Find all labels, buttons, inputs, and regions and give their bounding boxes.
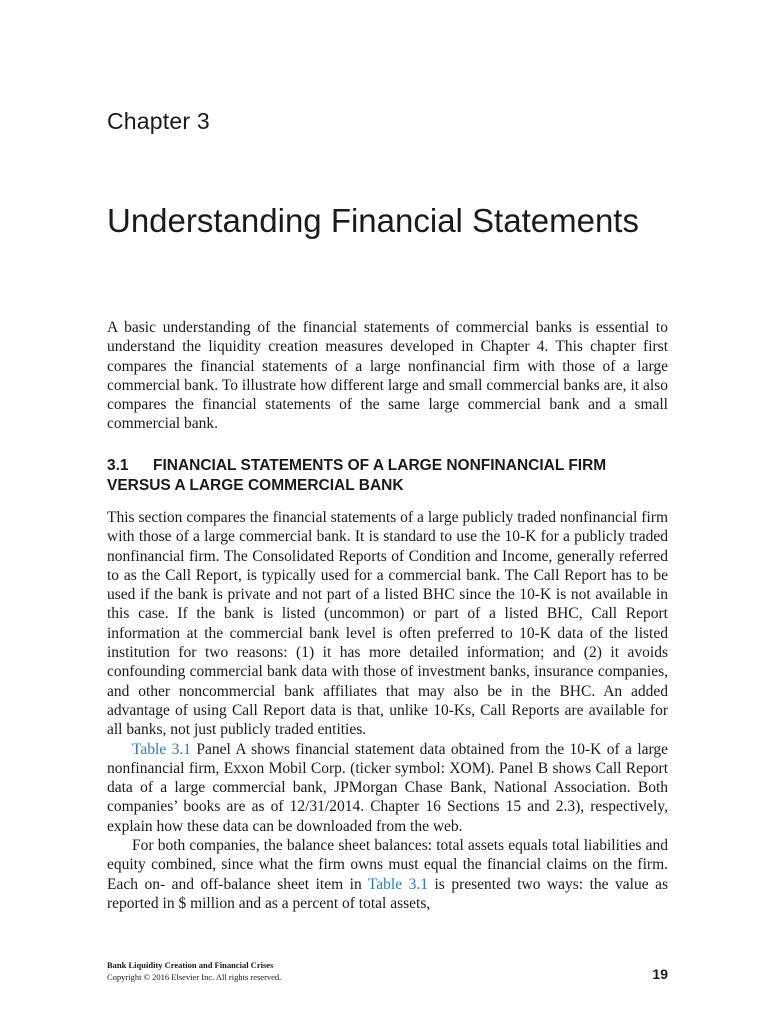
- table-3-1-link[interactable]: Table 3.1: [367, 875, 428, 893]
- footer-copyright: Copyright © 2016 Elsevier Inc. All rights reserved.: [107, 972, 282, 982]
- section-body: [107, 508, 668, 913]
- section-number: 3.1: [107, 457, 129, 474]
- section-paragraph-2: [107, 740, 668, 836]
- section-heading: [107, 456, 668, 496]
- section-title: FINANCIAL STATEMENTS OF A LARGE NONFINANCIAL FIRM VERSUS A LARGE COMMERCIAL BANK: [107, 457, 607, 494]
- section-paragraph-1: This section compares the financial statements of a large publicly traded nonfinancial firm with those of a large commercial bank. It is standard to use the 10-K for a publicly traded nonfinancial firm. The Consolidated Reports of Condition and Income, generally referred to as the Call Report, is typically used for a commercial bank. The Call Report has to be used if the bank is private and not part of a listed BHC since the 10-K is not available in this case. If the bank is listed (uncommon) or part of a listed BHC, Call Report information at the commercial bank level is often preferred to 10-K data of the listed institution for two reasons: (1) it has more detailed information; and (2) it avoids confounding commercial bank data with those of investment banks, insurance companies, and other noncommercial bank affiliates that may also be in the BHC. An added advantage of using Call Report data is that, unlike 10-Ks, Call Reports are available for all banks, not just publicly traded entities.: [107, 509, 668, 739]
- footer-book-title: Bank Liquidity Creation and Financial Crises: [107, 960, 274, 970]
- chapter-label: Chapter 3: [107, 108, 210, 134]
- chapter-title: Understanding Financial Statements: [107, 202, 639, 239]
- section-paragraph-3: [107, 836, 668, 913]
- paragraph-3-text-start: For both companies, the balance sheet balances: total assets equals total liabilities and equity combined, since what the firm owns must equal the financial claims on the firm. Each on- and off-balance sheet item in: [107, 837, 668, 893]
- table-3-1-link[interactable]: Table 3.1: [132, 740, 191, 758]
- intro-paragraph: A basic understanding of the financial statements of commercial banks is essential to understand the liquidity creation measures developed in Chapter 4. This chapter first compares the financial statements of a large nonfinancial firm with those of a large commercial bank. To illustrate how different large and small commercial banks are, it also compares the financial statements of the same large commercial bank and a small commercial bank.: [107, 319, 668, 433]
- paragraph-3-text-end: is presented two ways: the value as reported in $ million and as a percent of total assets,: [107, 875, 668, 912]
- page-number: 19: [652, 966, 668, 982]
- paragraph-2-text: Panel A shows financial statement data obtained from the 10-K of a large nonfinancial firm, Exxon Mobil Corp. (ticker symbol: XOM). Panel B shows Call Report data of a large commercial bank, JPMorgan Chase Bank, National Association. Both companies’ books are as of 12/31/2014. Chapter 16 Sections 15 and 2.3), respectively, explain how these data can be downloaded from the web.: [107, 740, 669, 835]
